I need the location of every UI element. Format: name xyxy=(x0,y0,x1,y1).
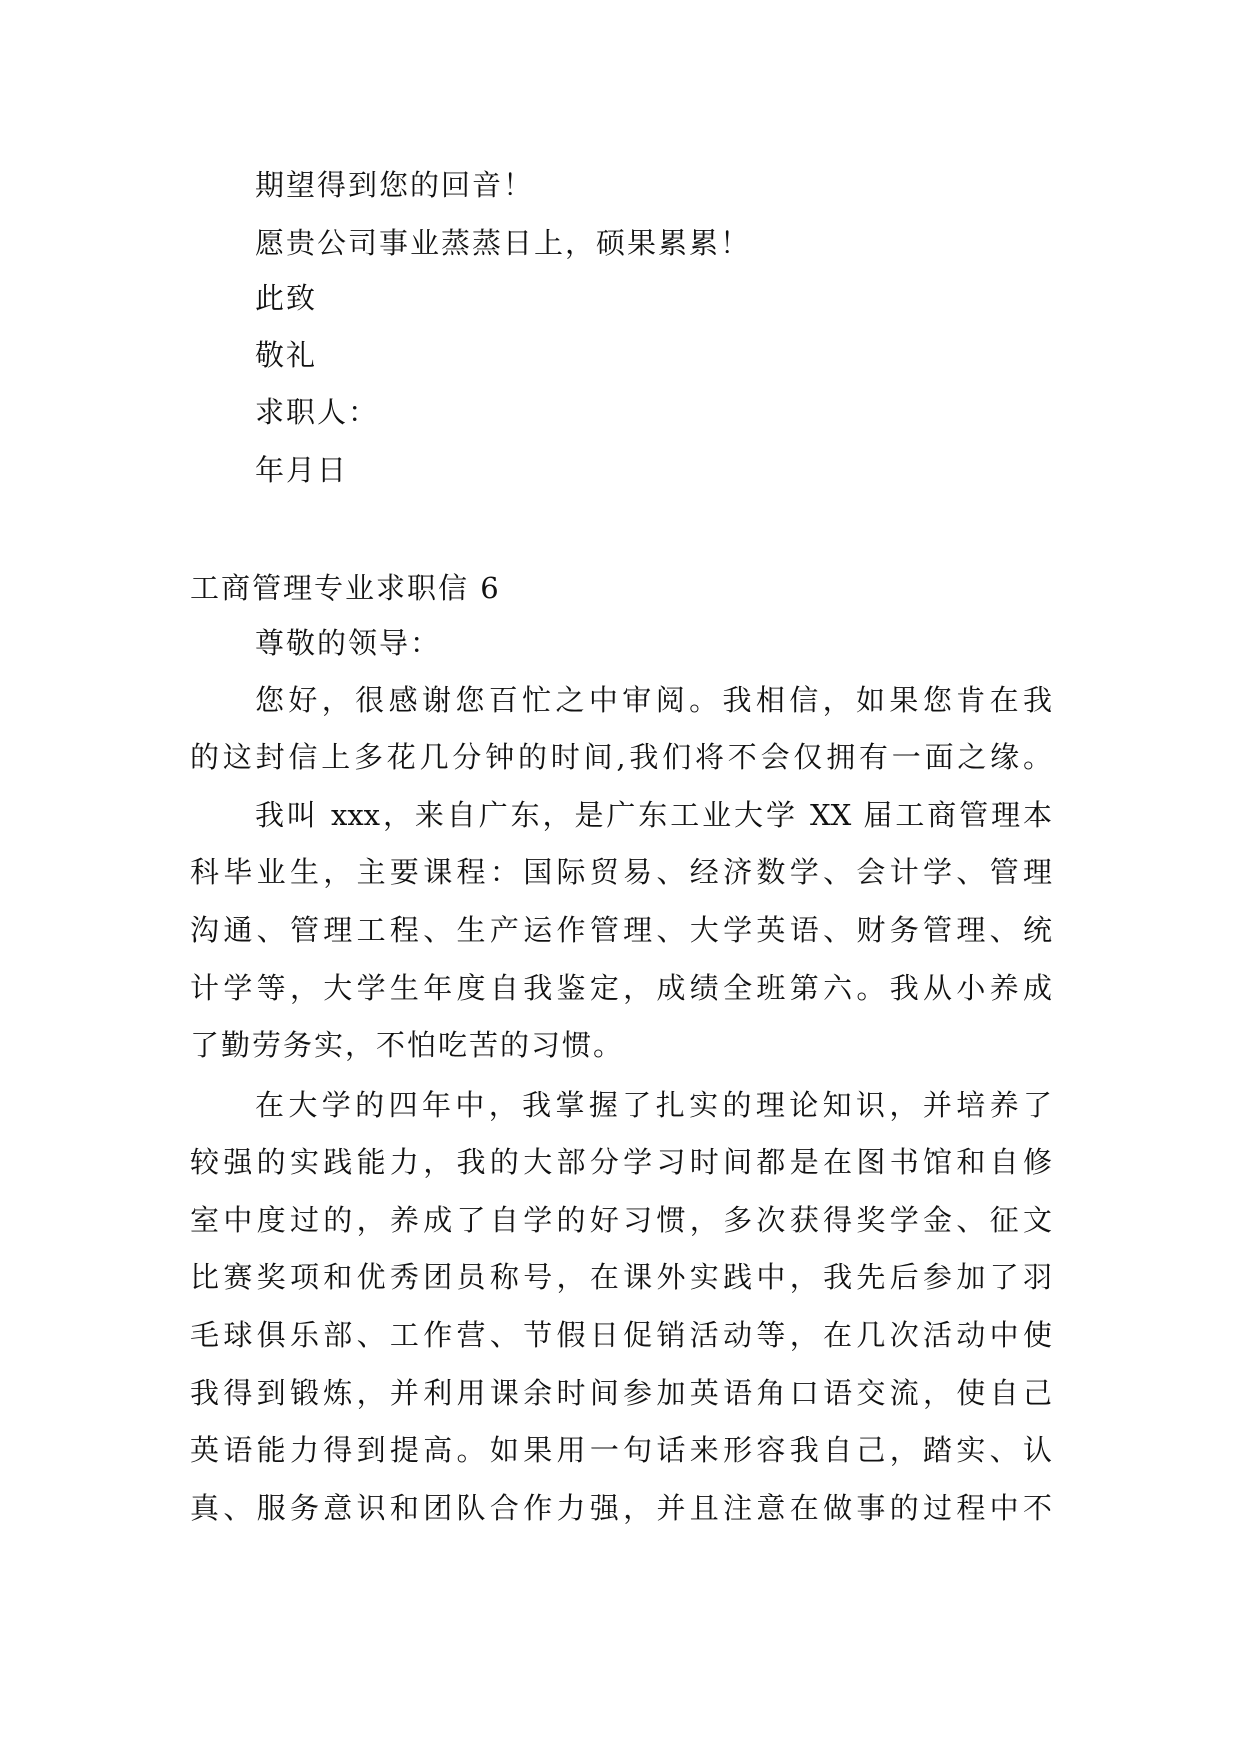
paragraph-line: 沟通、管理工程、生产运作管理、大学英语、财务管理、统 xyxy=(190,913,1052,947)
closing-line: 愿贵公司事业蒸蒸日上，硕果累累！ xyxy=(255,226,752,260)
paragraph-line: 毛球俱乐部、工作营、节假日促销活动等，在几次活动中使 xyxy=(190,1318,1052,1352)
paragraph-line: 的这封信上多花几分钟的时间,我们将不会仅拥有一面之缘。 xyxy=(190,740,1052,774)
paragraph-line: 在大学的四年中，我掌握了扎实的理论知识，并培养了 xyxy=(255,1088,1052,1122)
paragraph-line: 我得到锻炼，并利用课余时间参加英语角口语交流，使自己 xyxy=(190,1376,1052,1410)
paragraph-line: 英语能力得到提高。如果用一句话来形容我自己，踏实、认 xyxy=(190,1433,1052,1467)
closing-line: 敬礼 xyxy=(255,338,318,372)
paragraph-line: 真、服务意识和团队合作力强，并且注意在做事的过程中不 xyxy=(190,1491,1052,1525)
paragraph-line: 计学等，大学生年度自我鉴定，成绩全班第六。我从小养成 xyxy=(190,971,1052,1005)
paragraph-line: 我叫 xxx，来自广东，是广东工业大学 XX 届工商管理本 xyxy=(255,798,1052,832)
signature-label: 求职人： xyxy=(255,395,380,429)
paragraph-line: 您好，很感谢您百忙之中审阅。我相信，如果您肯在我 xyxy=(255,683,1052,717)
date-label: 年月日 xyxy=(255,453,349,487)
salutation: 尊敬的领导： xyxy=(255,626,442,660)
paragraph-line: 了勤劳务实，不怕吃苦的习惯。 xyxy=(190,1028,625,1062)
paragraph-line: 比赛奖项和优秀团员称号，在课外实践中，我先后参加了羽 xyxy=(190,1260,1052,1294)
paragraph-line: 科毕业生，主要课程：国际贸易、经济数学、会计学、管理 xyxy=(190,855,1052,889)
paragraph-line: 室中度过的，养成了自学的好习惯，多次获得奖学金、征文 xyxy=(190,1203,1052,1237)
paragraph-line: 较强的实践能力，我的大部分学习时间都是在图书馆和自修 xyxy=(190,1145,1052,1179)
section-title: 工商管理专业求职信 6 xyxy=(190,571,501,605)
closing-line: 期望得到您的回音！ xyxy=(255,168,535,202)
closing-line: 此致 xyxy=(255,281,318,315)
